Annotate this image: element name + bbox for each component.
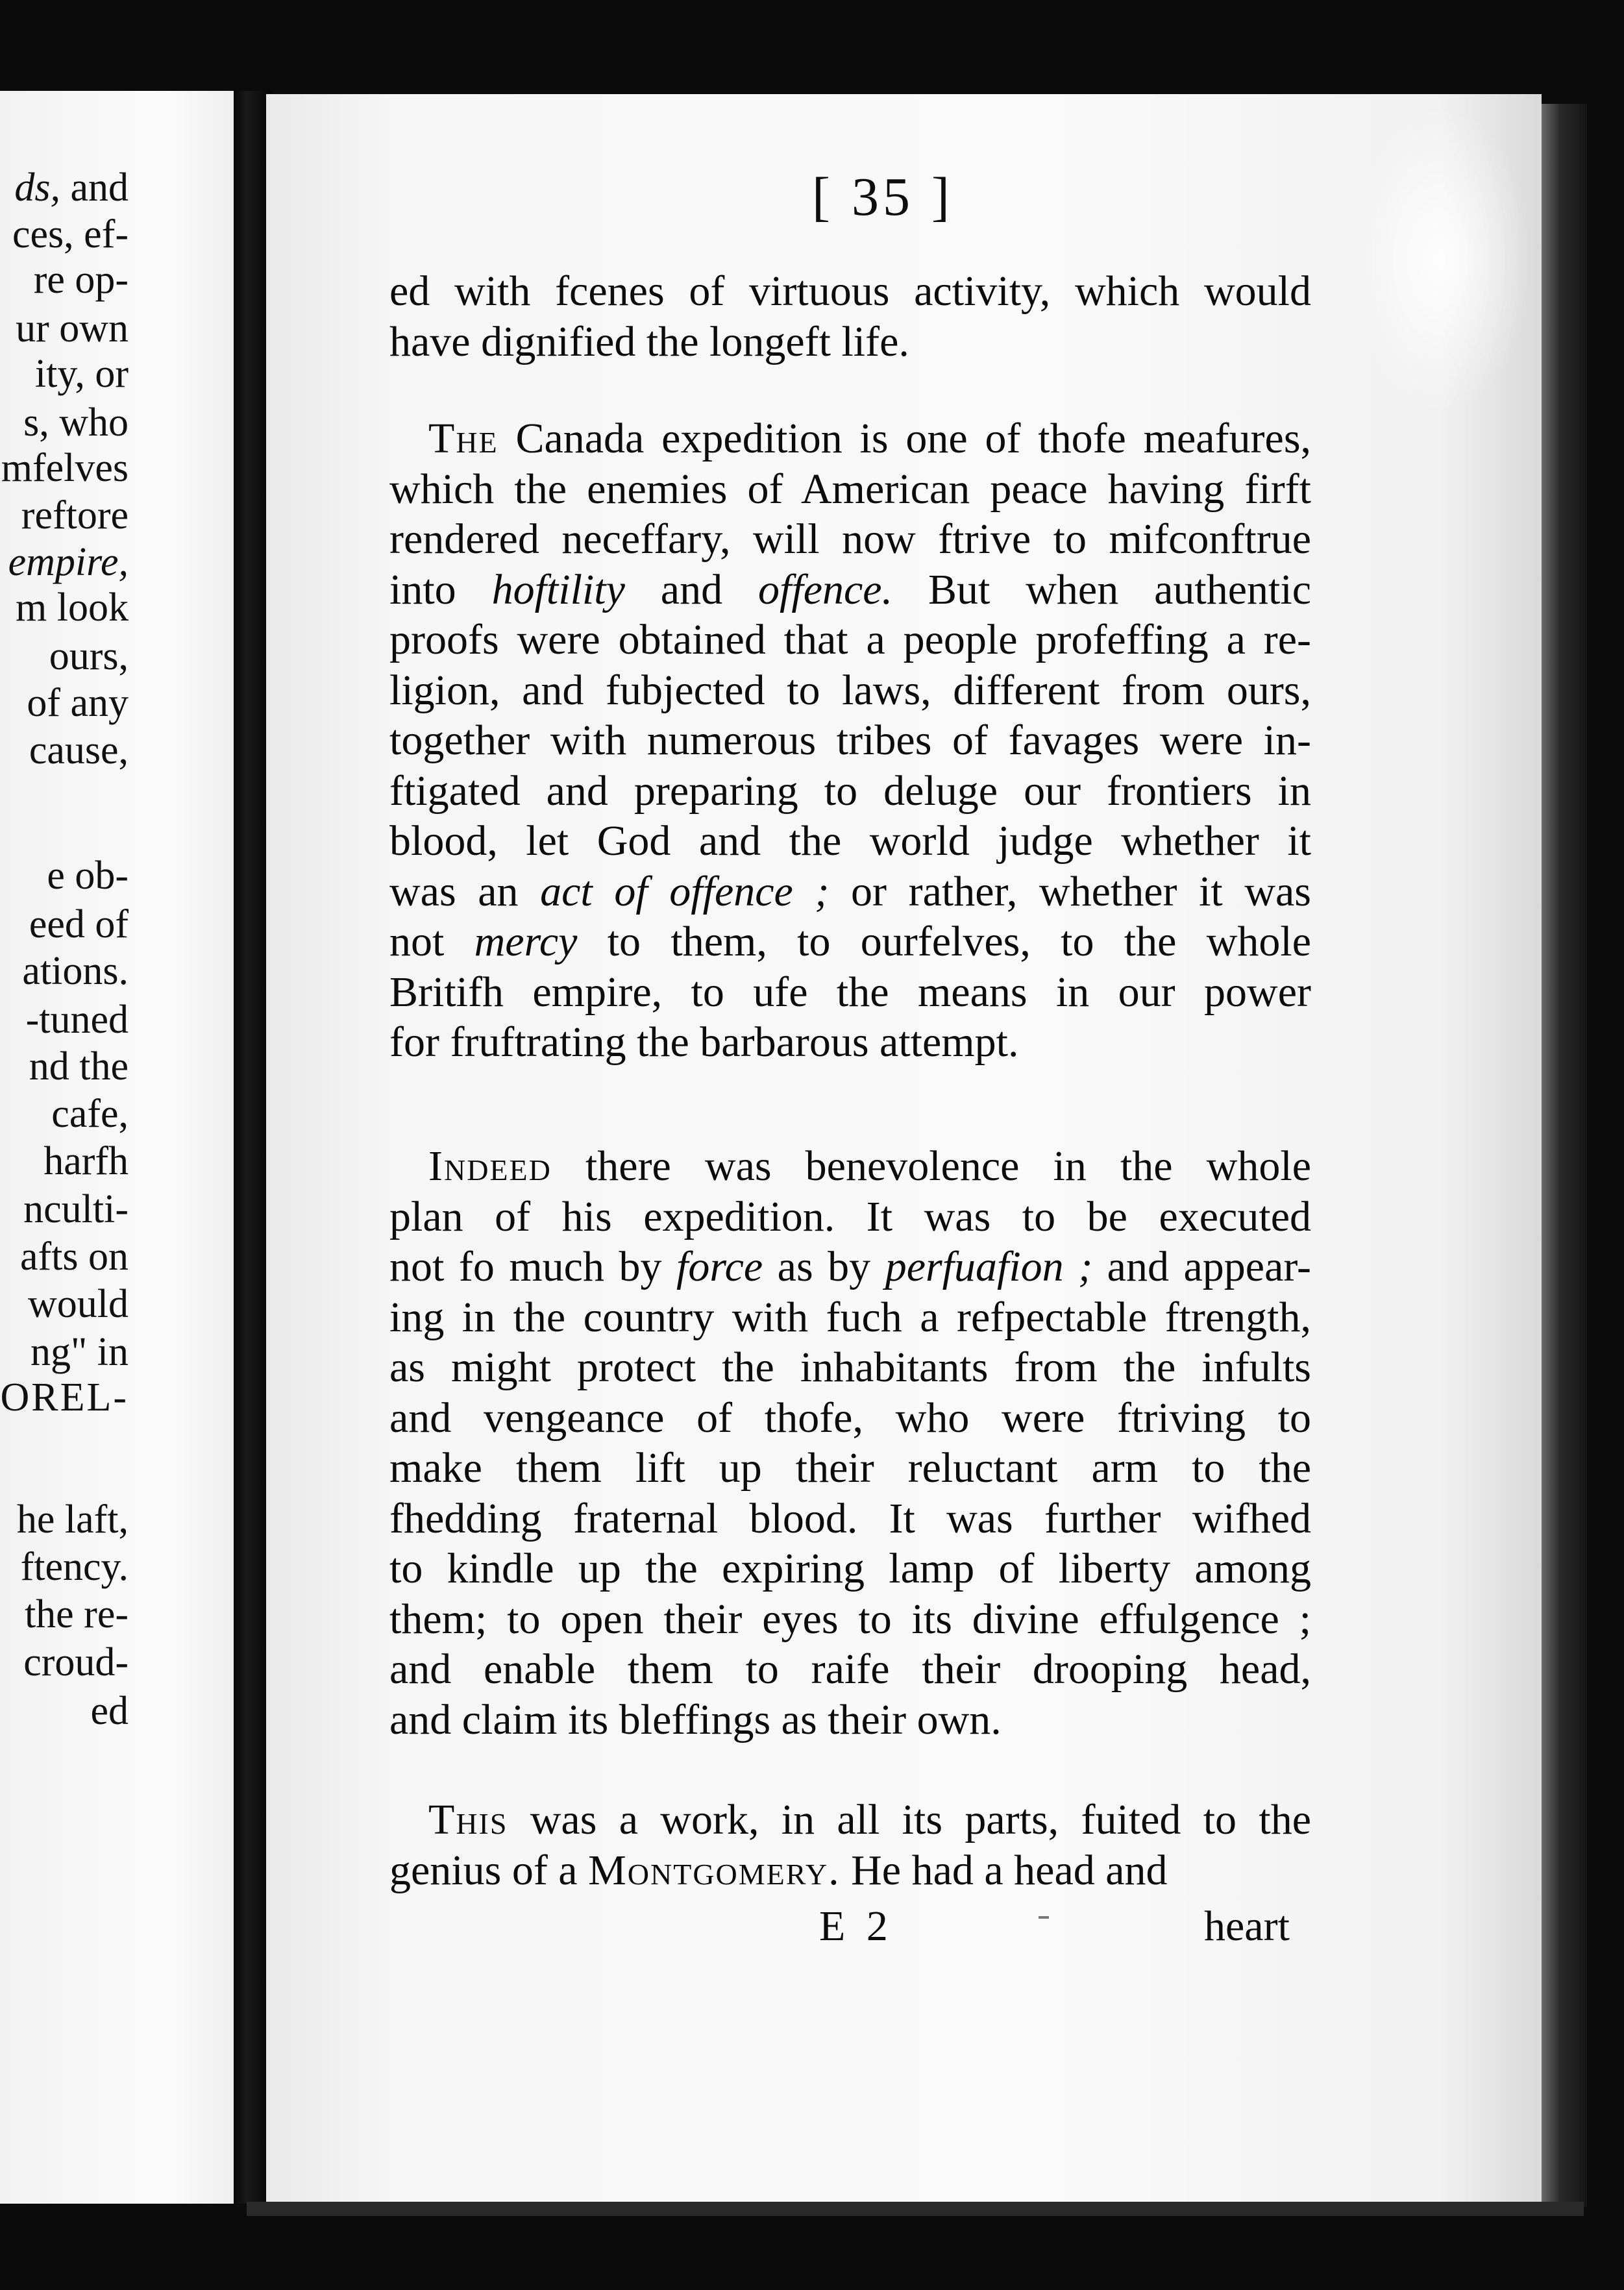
text-line: not fo much by force as by perfuafion ; and appear- xyxy=(389,1243,1312,1290)
facing-page-line: -tuned xyxy=(25,998,129,1042)
facing-page-line: of any xyxy=(27,681,129,725)
small-caps-word: Montgomery. xyxy=(588,1846,841,1894)
facing-page-line: he laft, xyxy=(16,1497,129,1542)
facing-page-line: harfh xyxy=(43,1139,129,1183)
text-line: ligion, and fubjected to laws, different from ours, xyxy=(389,666,1311,714)
facing-page-line: the re- xyxy=(24,1592,129,1636)
text-line: which the enemies of American peace having firft xyxy=(389,465,1311,513)
text-line: for fruftrating the barbarous attempt. xyxy=(389,1018,1019,1066)
signature-mark: E 2 xyxy=(819,1902,893,1950)
facing-page-line: s, who xyxy=(23,400,129,445)
text-line: blood, let God and the world judge whether it xyxy=(389,817,1311,865)
small-caps-word: The xyxy=(428,415,498,462)
text-line: to kindle up the expiring lamp of liberty among xyxy=(389,1545,1311,1592)
facing-page-line: m look xyxy=(16,585,129,630)
text-line: ing in the country with fuch a refpectable ftrength, xyxy=(389,1293,1311,1341)
footer-dash xyxy=(1039,1916,1049,1919)
facing-page-line: re op- xyxy=(33,258,129,302)
small-caps-word: This xyxy=(428,1796,508,1843)
page-edge-stack xyxy=(1542,104,1587,2207)
facing-page-line: cafe, xyxy=(51,1092,129,1136)
text-line: together with numerous tribes of favages were in- xyxy=(389,717,1311,764)
facing-page-line: croud- xyxy=(23,1640,129,1684)
catchword: heart xyxy=(1204,1902,1290,1950)
page-number: [ 35 ] xyxy=(812,167,953,227)
page-bottom-edge xyxy=(247,2202,1584,2216)
paragraph-4 xyxy=(389,1795,1311,1895)
text-line: have dignified the longeft life. xyxy=(389,317,909,365)
facing-page-line: ng" in xyxy=(30,1330,129,1374)
text-line: ftigated and preparing to deluge our frontiers in xyxy=(389,767,1311,815)
paragraph-3 xyxy=(389,1141,1311,1745)
facing-page-line: mfelves xyxy=(1,446,129,490)
facing-page-line: ftency. xyxy=(20,1545,129,1589)
text-line: plan of his expedition. It was to be executed xyxy=(389,1192,1311,1240)
facing-page-line: ces, ef- xyxy=(12,212,129,256)
facing-page-line: nculti- xyxy=(23,1187,129,1231)
facing-page-line: nd the xyxy=(29,1044,129,1089)
facing-page-left xyxy=(0,91,234,2204)
text-line: Indeed there was benevolence in the whole xyxy=(428,1142,1311,1190)
facing-page-line: e ob- xyxy=(47,854,129,898)
facing-page-line: OREL- xyxy=(0,1375,129,1420)
facing-page-line: ur own xyxy=(16,306,129,351)
italic-phrase: hoftility xyxy=(491,565,625,613)
facing-page-line: ity, or xyxy=(34,352,129,396)
facing-page-line: reftore xyxy=(21,493,129,537)
facing-page-line: empire, xyxy=(8,540,129,584)
text-line: genius of a Montgomery. He had a head and xyxy=(389,1846,1168,1894)
facing-page-line: ours, xyxy=(49,634,129,678)
text-line: and enable them to raife their drooping head, xyxy=(389,1645,1311,1693)
facing-page-line: would xyxy=(28,1282,129,1326)
facing-page-line: ations. xyxy=(22,949,129,993)
italic-phrase: force xyxy=(676,1243,763,1290)
text-line: was an act of offence ; or rather, whether it was xyxy=(389,867,1311,915)
paragraph-1 xyxy=(389,266,1311,367)
facing-page-line: afts on xyxy=(19,1235,129,1279)
text-line: proofs were obtained that a people profeffing a re- xyxy=(389,616,1311,663)
text-line: not mercy to them, to ourfelves, to the whole xyxy=(389,918,1311,965)
text-line: into hoftility and offence. But when authentic xyxy=(389,565,1311,613)
small-caps-word: Indeed xyxy=(428,1142,552,1190)
text-line: This was a work, in all its parts, fuited to the xyxy=(428,1796,1311,1843)
text-line: The Canada expedition is one of thofe meafures, xyxy=(428,415,1311,462)
text-line: as might protect the inhabitants from the infults xyxy=(389,1344,1311,1391)
text-line: rendered neceffary, will now ftrive to mifconftrue xyxy=(389,515,1311,563)
italic-phrase: act of offence ; xyxy=(540,867,830,915)
facing-page-line: ds, and xyxy=(14,166,129,210)
paragraph-2 xyxy=(389,413,1311,1068)
italic-phrase: perfuafion ; xyxy=(885,1243,1093,1290)
facing-page-line: ed xyxy=(90,1689,129,1733)
text-line: them; to open their eyes to its divine effulgence ; xyxy=(389,1595,1311,1643)
text-line: make them lift up their reluctant arm to the xyxy=(389,1444,1311,1492)
text-line: Britifh empire, to ufe the means in our power xyxy=(389,968,1311,1016)
italic-phrase: offence. xyxy=(758,565,893,613)
text-line: fhedding fraternal blood. It was further wifhed xyxy=(389,1494,1311,1542)
italic-phrase: mercy xyxy=(474,918,578,965)
text-line: and vengeance of thofe, who were ftriving to xyxy=(389,1394,1311,1442)
text-line: ed with fcenes of virtuous activity, which would xyxy=(389,267,1311,315)
page-glare xyxy=(1350,104,1532,415)
text-line: and claim its bleffings as their own. xyxy=(389,1695,1002,1743)
facing-page-line: eed of xyxy=(29,902,129,946)
facing-page-line: cause, xyxy=(29,728,129,772)
